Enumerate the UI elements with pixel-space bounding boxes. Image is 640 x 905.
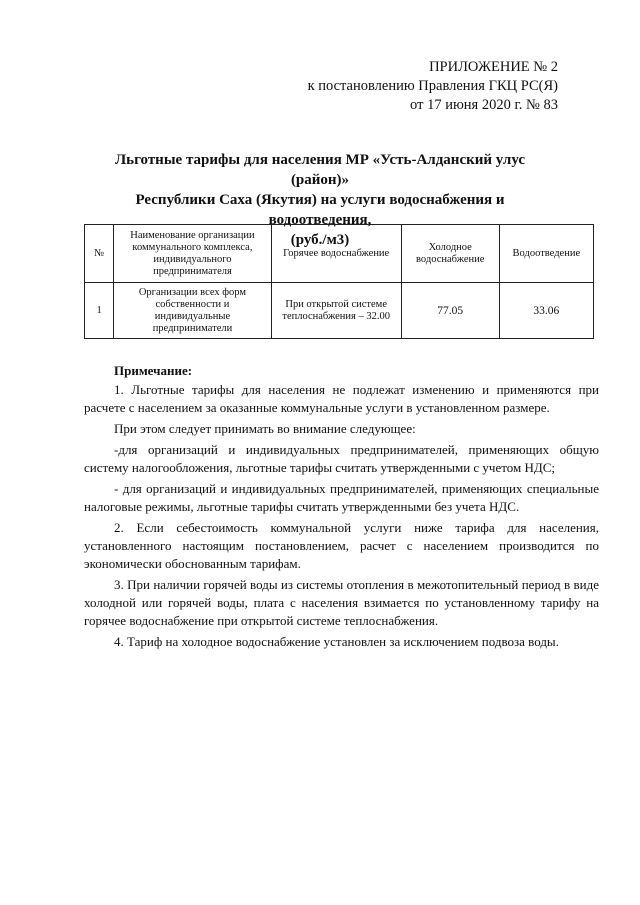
note-paragraph: При этом следует принимать во внимание следующее: <box>114 421 416 436</box>
table-header-row <box>85 225 594 283</box>
cell-number: 1 <box>85 283 114 339</box>
cell-organization: Организации всех форм собственности и индивидуальные предприниматели <box>114 283 271 339</box>
title-line-3: (руб./м3) <box>290 232 350 248</box>
header-drainage: Водоотведение <box>499 225 593 283</box>
header-cold-water: Холодное водоснабжение <box>401 225 499 283</box>
note-paragraph: 4. Тариф на холодное водоснабжение установлен за исключением подвоза воды. <box>114 634 559 649</box>
appendix-number: ПРИЛОЖЕНИЕ № 2 <box>429 59 558 75</box>
header-organization: Наименование организации коммунального комплекса, индивидуального предпринимателя <box>114 225 271 283</box>
note-paragraph: - для организаций и индивидуальных предпринимателей, применяющих специальные налоговые режимы, льготные тарифы считать утвержденными без учета НДС. <box>84 481 599 514</box>
header-number: № <box>85 225 114 283</box>
notes-heading: Примечание: <box>114 363 193 378</box>
tariff-table <box>84 224 594 339</box>
note-paragraph: -для организаций и индивидуальных предпринимателей, применяющих общую систему налогообложения, льготные тарифы считать утвержденными с учетом НДС; <box>84 442 599 475</box>
cell-cold-water: 77.05 <box>401 283 499 339</box>
header-hot-water: Горячее водоснабжение <box>271 225 401 283</box>
appendix-header <box>308 58 558 115</box>
note-paragraph: 3. При наличии горячей воды из системы отопления в межотопительный период в виде холодной или горячей воды, плата с населения взимается по установленному тарифу на горячее водоснабжение при открытой системе теплоснабжения. <box>84 577 599 628</box>
table-row <box>85 283 594 339</box>
note-paragraph: 2. Если себестоимость коммунальной услуги ниже тарифа для населения, установленного настоящим постановлением, расчет с населением производится по экономически обоснованным тарифам. <box>84 520 599 571</box>
note-paragraph: 1. Льготные тарифы для населения не подлежат изменению и применяются при расчете с населением за оказанные коммунальные услуги в установленном размере. <box>84 382 599 415</box>
title-line-1: Льготные тарифы для населения МР «Усть-Алданский улус (район)» <box>114 152 526 188</box>
appendix-date: от 17 июня 2020 г. № 83 <box>410 97 558 113</box>
appendix-resolution: к постановлению Правления ГКЦ РС(Я) <box>307 78 558 94</box>
cell-hot-water: При открытой системе теплоснабжения – 32.00 <box>271 283 401 339</box>
title-line-2: Республики Саха (Якутия) на услуги водоснабжения и водоотведения, <box>135 192 505 228</box>
cell-drainage: 33.06 <box>499 283 593 339</box>
notes-section <box>84 362 599 654</box>
